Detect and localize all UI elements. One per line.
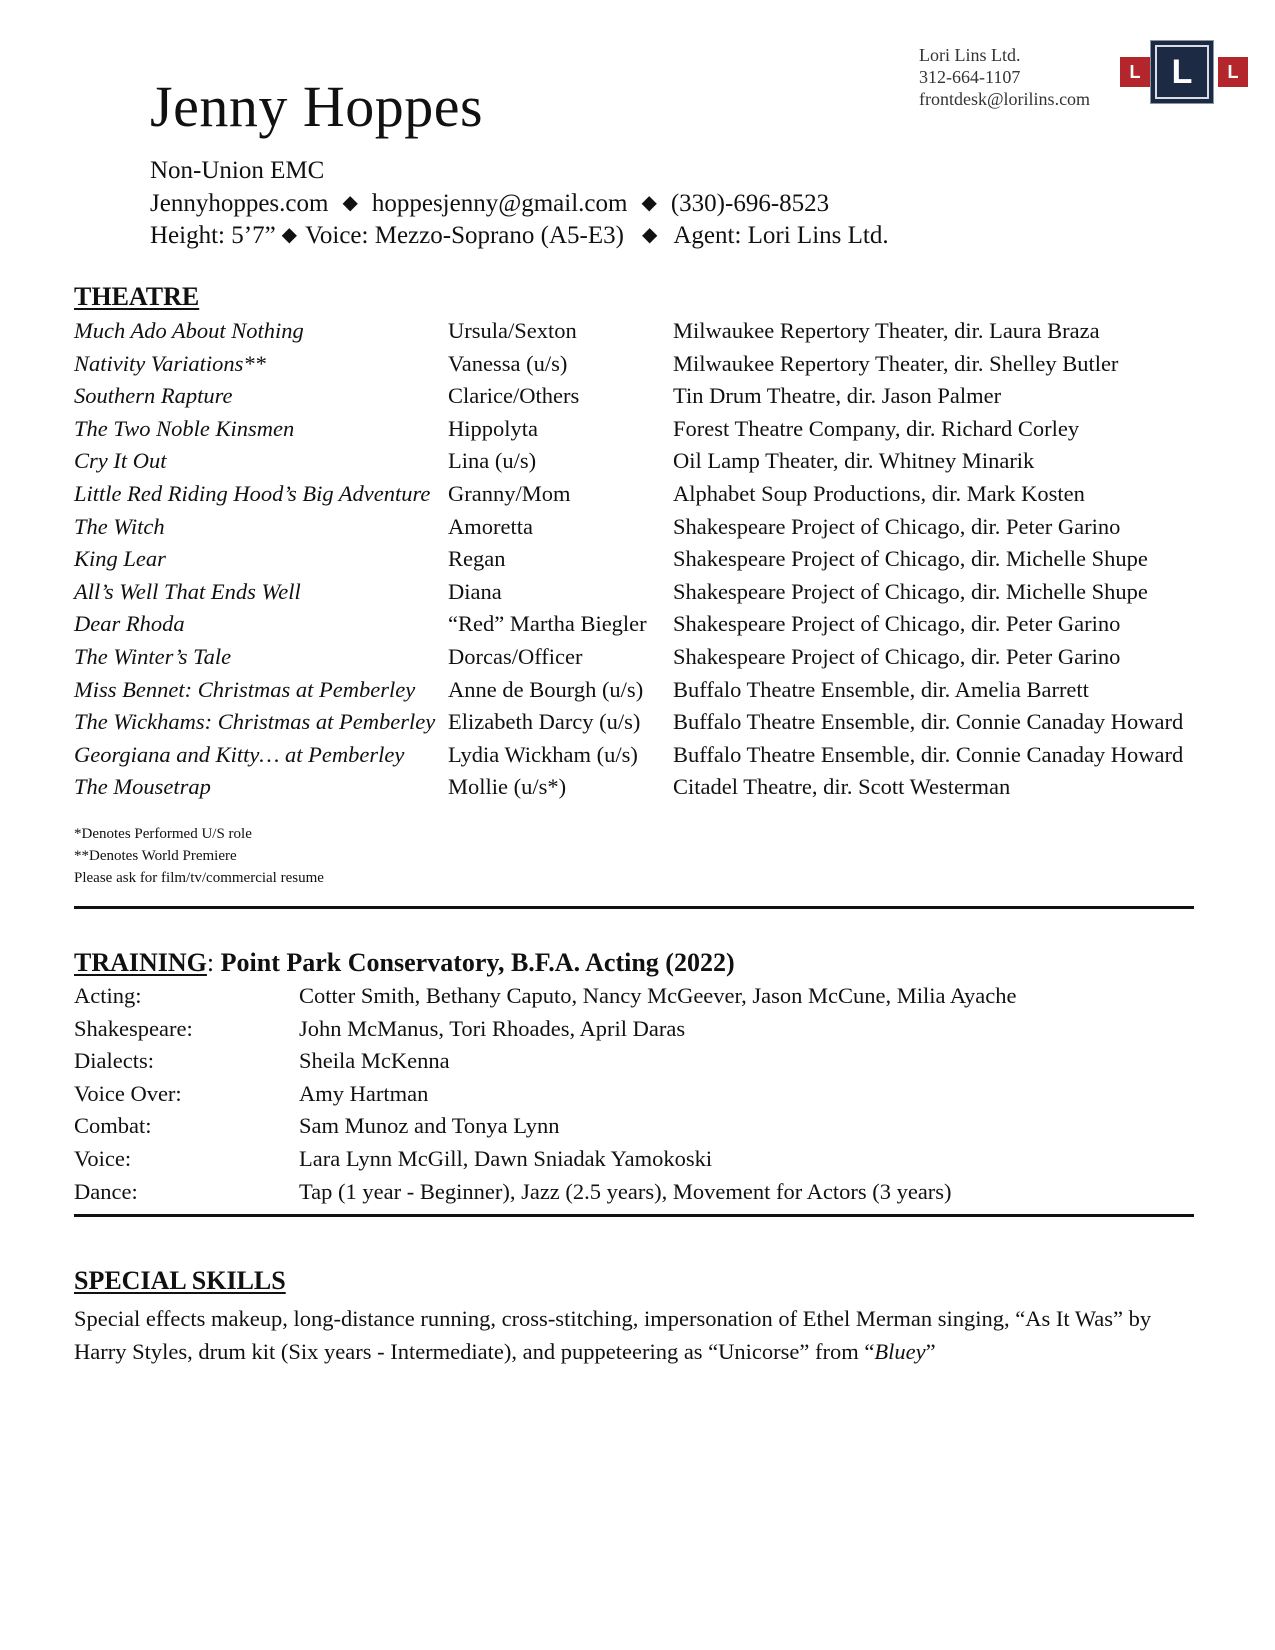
credit-company: Shakespeare Project of Chicago, dir. Peter Garino [673,611,1121,637]
diamond-separator-icon: ◆ [342,192,358,214]
theatre-credit-row [0,711,1275,741]
section-divider [74,906,1194,909]
credit-role: Mollie (u/s*) [448,774,567,800]
union-status: Non-Union EMC [150,157,325,184]
theatre-credit-row [0,646,1275,676]
training-label-cell: Voice: [74,1146,132,1171]
credit-company: Shakespeare Project of Chicago, dir. Michelle Shupe [673,546,1148,572]
credit-role: Amoretta [448,513,533,539]
credit-company: Buffalo Theatre Ensemble, dir. Connie Canaday Howard [673,709,1184,735]
theatre-credit-row [0,415,1275,448]
training-colon: : [206,948,215,977]
training-school: Point Park Conservatory, B.F.A. Acting (2022) [220,948,735,977]
credit-role: Granny/Mom [448,481,571,506]
credit-role: Regan [448,546,506,572]
footnote: *Denotes Performed U/S role [74,826,252,842]
training-row [0,985,1275,1015]
training-row [0,1015,1275,1048]
section-divider [74,1214,1194,1217]
credit-role: “Red” Martha Biegler [448,611,647,637]
credit-company: Alphabet Soup Productions, dir. Mark Kosten [673,481,1085,506]
training-label-cell: Voice Over: [74,1080,182,1106]
theatre-credit-row [0,385,1275,415]
email-link[interactable]: hoppesjenny@gmail.com [371,190,628,217]
credit-show: Little Red Riding Hood’s Big Adventure [74,481,431,506]
agency-name: Lori Lins Ltd. [919,45,1021,65]
training-instructors: Tap (1 year - Beginner), Jazz (2.5 years), Movement for Actors (3 years) [299,1178,952,1204]
training-label-cell: Shakespeare: [74,1015,193,1041]
training-label-cell: Dance: [74,1178,138,1204]
credit-company: Citadel Theatre, dir. Scott Westerman [673,774,1011,800]
footnote: **Denotes World Premiere [74,848,237,864]
training-row [0,1148,1275,1178]
credit-show: Nativity Variations** [74,350,266,376]
footnote: Please ask for film/tv/commercial resume [74,870,324,886]
training-instructors: Sheila McKenna [299,1048,450,1074]
training-label-cell: Combat: [74,1113,152,1139]
skills-italic: Bluey [874,1339,926,1364]
credit-show: Cry It Out [74,448,167,474]
training-instructors: Amy Hartman [299,1080,429,1106]
credit-company: Oil Lamp Theater, dir. Whitney Minarik [673,448,1035,474]
actor-name: Jenny Hoppes [150,74,484,139]
credit-company: Forest Theatre Company, dir. Richard Corley [673,415,1080,441]
agency-phone: 312-664-1107 [919,67,1021,87]
training-instructors: John McManus, Tori Rhoades, April Daras [299,1015,686,1041]
training-label: TRAINING [74,948,207,977]
diamond-separator-icon: ◆ [281,224,298,246]
theatre-credit-row [0,450,1275,480]
credit-role: Vanessa (u/s) [448,350,568,376]
website-link[interactable]: Jennyhoppes.com [150,190,329,217]
credit-show: The Wickhams: Christmas at Pemberley [74,709,436,735]
logo-right-tile: L [1218,57,1248,87]
theatre-credit-row [0,513,1275,546]
logo-center-letter: L [1155,45,1209,99]
theatre-heading: THEATRE [74,282,200,311]
training-heading [74,950,735,976]
credit-show: Miss Bennet: Christmas at Pemberley [74,676,416,702]
theatre-credit-row [0,578,1275,611]
credit-role: Clarice/Others [448,383,580,409]
credit-show: Much Ado About Nothing [74,318,304,343]
logo-left-tile: L [1120,57,1150,87]
voice-range: Voice: Mezzo-Soprano (A5-E3) [305,222,624,249]
credit-show: Georgiana and Kitty… at Pemberley [74,741,405,767]
theatre-credit-row [0,741,1275,774]
theatre-credit-row [0,548,1275,578]
credit-company: Tin Drum Theatre, dir. Jason Palmer [673,383,1002,409]
training-row [0,1178,1275,1211]
credit-company: Shakespeare Project of Chicago, dir. Peter Garino [673,644,1121,669]
agency-email[interactable]: frontdesk@lorilins.com [919,89,1091,109]
skills-text [74,1302,1204,1368]
credit-role: Lydia Wickham (u/s) [448,741,638,767]
stats-line [150,223,889,248]
credit-company: Milwaukee Repertory Theater, dir. Laura Braza [673,318,1100,343]
credit-role: Ursula/Sexton [448,318,577,343]
theatre-credit-row [0,613,1275,643]
credit-company: Buffalo Theatre Ensemble, dir. Amelia Barrett [673,676,1089,702]
agency-contact [919,44,1090,110]
diamond-separator-icon: ◆ [641,192,657,214]
credit-role: Diana [448,578,502,604]
credit-show: The Mousetrap [74,774,211,800]
training-row [0,1050,1275,1080]
skills-closing: ” [925,1339,936,1364]
credit-role: Elizabeth Darcy (u/s) [448,709,641,735]
training-row [0,1080,1275,1113]
agency-logo [1120,40,1248,106]
credit-show: All’s Well That Ends Well [74,578,301,604]
theatre-credit-row [0,350,1275,383]
credit-show: Southern Rapture [74,383,233,409]
theatre-credit-row [0,483,1275,513]
credit-role: Anne de Bourgh (u/s) [448,676,644,702]
theatre-credit-row [0,320,1275,350]
credit-show: King Lear [74,546,166,572]
credit-show: The Witch [74,513,165,539]
credit-company: Buffalo Theatre Ensemble, dir. Connie Canaday Howard [673,741,1184,767]
training-row [0,1115,1275,1145]
diamond-separator-icon: ◆ [641,224,658,246]
skills-body: Special effects makeup, long-distance running, cross-stitching, impersonation of Ethel Merman singing, “As It Was” by Harry Styles, drum kit (Six years - Intermediate), and puppeteering as “Unicorse” from “ [74,1306,1152,1364]
training-instructors: Cotter Smith, Bethany Caputo, Nancy McGeever, Jason McCune, Milia Ayache [299,983,1017,1008]
theatre-credit-row [0,676,1275,709]
credit-company: Milwaukee Repertory Theater, dir. Shelley Butler [673,350,1119,376]
credit-show: The Winter’s Tale [74,644,232,669]
theatre-credit-row [0,776,1275,806]
agent: Agent: Lori Lins Ltd. [673,222,889,249]
credit-show: The Two Noble Kinsmen [74,415,295,441]
credit-show: Dear Rhoda [74,611,185,637]
training-label-cell: Dialects: [74,1048,154,1074]
training-instructors: Sam Munoz and Tonya Lynn [299,1113,560,1139]
contact-line [150,191,829,216]
training-instructors: Lara Lynn McGill, Dawn Sniadak Yamokoski [299,1146,713,1171]
training-label-cell: Acting: [74,983,142,1008]
skills-heading: SPECIAL SKILLS [74,1266,286,1295]
credit-role: Hippolyta [448,415,538,441]
credit-company: Shakespeare Project of Chicago, dir. Peter Garino [673,513,1121,539]
height: Height: 5’7” [150,222,276,249]
logo-center-tile [1150,40,1214,104]
credit-role: Lina (u/s) [448,448,537,474]
credit-role: Dorcas/Officer [448,644,583,669]
credit-company: Shakespeare Project of Chicago, dir. Michelle Shupe [673,578,1148,604]
phone-number: (330)-696-8523 [670,190,830,217]
